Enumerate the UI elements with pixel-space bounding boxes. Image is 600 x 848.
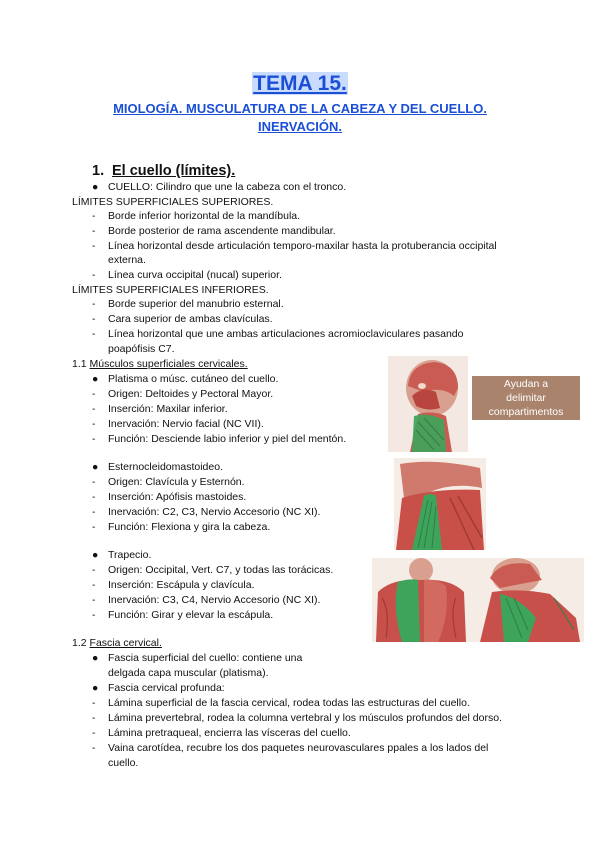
list-item: Fascia cervical profunda: bbox=[108, 682, 225, 694]
list-item: Lámina superficial de la fascia cervical, rodea todas las estructuras del cuello. bbox=[108, 697, 470, 709]
list-dash: - bbox=[92, 579, 96, 591]
section-1-2-heading: 1.2 Fascia cervical. bbox=[72, 637, 162, 649]
bullet-dot: ● bbox=[92, 461, 99, 473]
list-item: Inervación: C2, C3, Nervio Accesorio (NC XI). bbox=[108, 506, 321, 518]
list-dash: - bbox=[92, 403, 96, 415]
list-item-continuation: cuello. bbox=[108, 757, 139, 769]
section-1-heading: 1. El cuello (límites). bbox=[92, 163, 236, 179]
neck-sternocleidomastoid-figure bbox=[394, 458, 486, 550]
list-item: Función: Girar y elevar la escápula. bbox=[108, 609, 274, 621]
page-title: TEMA 15. bbox=[253, 72, 347, 95]
list-dash: - bbox=[92, 609, 96, 621]
trapecio-name: Trapecio. bbox=[108, 549, 152, 561]
list-item: Origen: Clavícula y Esternón. bbox=[108, 476, 245, 488]
list-item-continuation: delgada capa muscular (platisma). bbox=[108, 667, 269, 679]
list-dash: - bbox=[92, 727, 96, 739]
list-dash: - bbox=[92, 712, 96, 724]
list-dash: - bbox=[92, 418, 96, 430]
head-neck-platysma-figure bbox=[388, 356, 468, 452]
list-item: Inervación: Nervio facial (NC VII). bbox=[108, 418, 264, 430]
page-subtitle: MIOLOGÍA. MUSCULATURA DE LA CABEZA Y DEL CUELLO. INERVACIÓN. bbox=[113, 101, 487, 134]
bullet-dot: ● bbox=[92, 682, 99, 694]
bullet-dot: ● bbox=[92, 652, 99, 664]
limits-inferior-heading: LÍMITES SUPERFICIALES INFERIORES. bbox=[72, 284, 269, 296]
list-dash: - bbox=[92, 210, 96, 222]
list-dash: - bbox=[92, 491, 96, 503]
list-dash: - bbox=[92, 313, 96, 325]
ecm-name: Esternocleidomastoideo. bbox=[108, 461, 223, 473]
list-item: Fascia superficial del cuello: contiene una bbox=[108, 652, 303, 664]
list-item: Lámina pretraqueal, encierra las vísceras del cuello. bbox=[108, 727, 351, 739]
list-item-continuation: poapófisis C7. bbox=[108, 343, 175, 355]
list-item: Lámina prevertebral, rodea la columna vertebral y los músculos profundos del dorso. bbox=[108, 712, 502, 724]
section-1-1-heading: 1.1 Músculos superficiales cervicales. bbox=[72, 358, 248, 370]
list-item: Origen: Deltoides y Pectoral Mayor. bbox=[108, 388, 274, 400]
bullet-dot: ● bbox=[92, 373, 99, 385]
list-item: Línea horizontal desde articulación temporo-maxilar hasta la protuberancia occipital bbox=[108, 240, 497, 252]
list-dash: - bbox=[92, 742, 96, 754]
list-item: Cara superior de ambas clavículas. bbox=[108, 313, 273, 325]
note-box: Ayudan a delimitar compartimentos bbox=[472, 376, 580, 420]
list-item: Origen: Occipital, Vert. C7, y todas las torácicas. bbox=[108, 564, 334, 576]
limits-superior-heading: LÍMITES SUPERFICIALES SUPERIORES. bbox=[72, 196, 274, 208]
list-item: Inervación: C3, C4, Nervio Accesorio (NC XI). bbox=[108, 594, 321, 606]
bullet-dot: ● bbox=[92, 181, 99, 193]
cuello-definition: CUELLO: Cilindro que une la cabeza con el tronco. bbox=[108, 181, 347, 193]
list-dash: - bbox=[92, 328, 96, 340]
list-dash: - bbox=[92, 269, 96, 281]
list-item: Línea curva occipital (nucal) superior. bbox=[108, 269, 282, 281]
list-dash: - bbox=[92, 697, 96, 709]
list-dash: - bbox=[92, 225, 96, 237]
list-item: Inserción: Maxilar inferior. bbox=[108, 403, 228, 415]
list-item-continuation: externa. bbox=[108, 254, 146, 266]
list-dash: - bbox=[92, 240, 96, 252]
list-item: Borde inferior horizontal de la mandíbula. bbox=[108, 210, 301, 222]
list-dash: - bbox=[92, 594, 96, 606]
list-dash: - bbox=[92, 433, 96, 445]
list-item: Línea horizontal que une ambas articulaciones acromioclaviculares pasando bbox=[108, 328, 464, 340]
bullet-dot: ● bbox=[92, 549, 99, 561]
list-dash: - bbox=[92, 476, 96, 488]
list-item: Borde superior del manubrio esternal. bbox=[108, 298, 284, 310]
list-item: Función: Desciende labio inferior y piel del mentón. bbox=[108, 433, 347, 445]
list-dash: - bbox=[92, 298, 96, 310]
list-item: Vaina carotídea, recubre los dos paquetes neurovasculares ppales a los lados del bbox=[108, 742, 489, 754]
list-dash: - bbox=[92, 388, 96, 400]
back-trapezius-figure bbox=[372, 558, 470, 642]
list-item: Inserción: Escápula y clavícula. bbox=[108, 579, 255, 591]
list-item: Borde posterior de rama ascendente mandibular. bbox=[108, 225, 336, 237]
list-dash: - bbox=[92, 564, 96, 576]
list-dash: - bbox=[92, 506, 96, 518]
list-item: Función: Flexiona y gira la cabeza. bbox=[108, 521, 271, 533]
list-item: Inserción: Apófisis mastoides. bbox=[108, 491, 247, 503]
platisma-name: Platisma o músc. cutáneo del cuello. bbox=[108, 373, 279, 385]
list-dash: - bbox=[92, 521, 96, 533]
neck-lateral-figure bbox=[470, 558, 584, 642]
